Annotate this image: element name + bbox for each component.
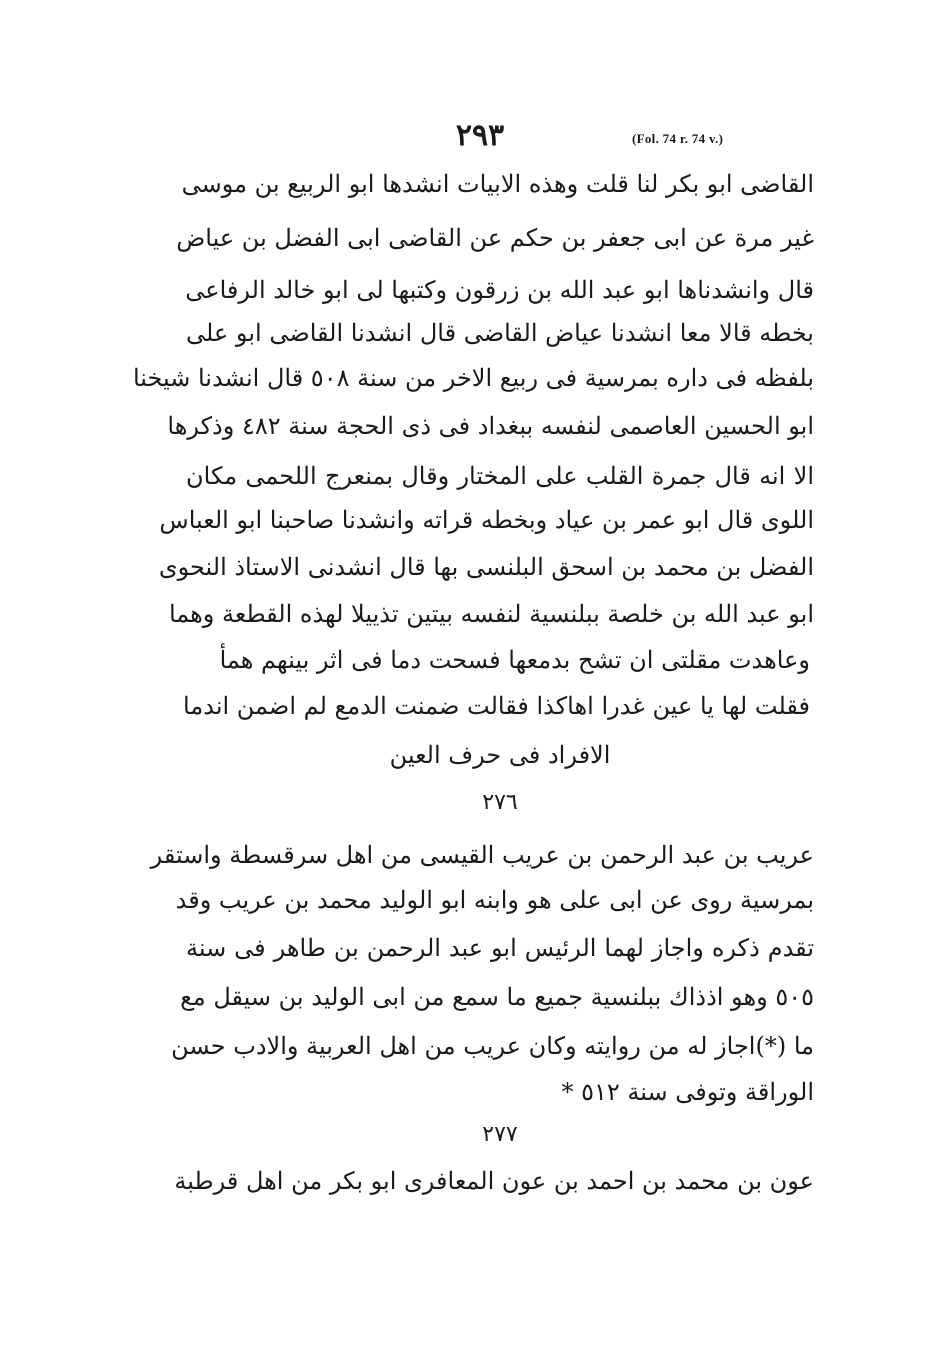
text-line: بمرسية روى عن ابى على هو وابنه ابو الوليد محمد بن عريب وقد (175, 886, 814, 914)
folio-reference: (Fol. 74 r. 74 v.) (632, 131, 724, 146)
text-line: الوراقة وتوفى سنة ٥١٢ * (561, 1078, 814, 1106)
verse-line: وعاهدت مقلتى ان تشح بدمعها فسحت دما فى اثر بينهم همأ (219, 646, 810, 674)
text-line: ٥٠٥ وهو اذذاك ببلنسية جميع ما سمع من ابى الوليد بن سيقل مع (180, 983, 814, 1011)
text-line: غير مرة عن ابى جعفر بن حكم عن القاضى ابى الفضل بن عياض (176, 224, 814, 252)
text-line: عون بن محمد بن احمد بن عون المعافرى ابو بكر من اهل قرطبة (174, 1167, 814, 1195)
text-line: الا انه قال جمرة القلب على المختار وقال بمنعرج اللحمى مكان (186, 462, 814, 490)
text-line: الفضل بن محمد بن اسحق البلنسى بها قال انشدنى الاستاذ النحوى (158, 553, 814, 581)
text-line: اللوى قال ابو عمر بن عياد وبخطه قراته وانشدنا صاحبنا ابو العباس (159, 506, 814, 534)
text-line: عريب بن عبد الرحمن بن عريب القيسى من اهل سرقسطة واستقر (150, 841, 814, 869)
text-line: تقدم ذكره واجاز لهما الرئيس ابو عبد الرحمن بن طاهر فى سنة (186, 934, 814, 962)
page-number: ٢٩٣ (455, 118, 505, 153)
text-line: بلفظه فى داره بمرسية فى ربيع الاخر من سنة ٥٠٨ قال انشدنا شيخنا (132, 364, 814, 392)
text-line: بخطه قالا معا انشدنا عياض القاضى قال انشدنا القاضى ابو على (186, 319, 814, 347)
entry-number: ٢٧٦ (482, 790, 518, 815)
entry-number: ٢٧٧ (482, 1122, 518, 1147)
text-line: ابو عبد الله بن خلصة ببلنسية لنفسه بيتين تذييلا لهذه القطعة وهما (168, 600, 814, 628)
text-line: قال وانشدناها ابو عبد الله بن زرقون وكتبها لى ابو خالد الرفاعى (185, 276, 814, 304)
text-line: ابو الحسين العاصمى لنفسه ببغداد فى ذى الحجة سنة ٤٨٢ وذكرها (167, 412, 814, 440)
text-line: ما (*)اجاز له من روايته وكان عريب من اهل العربية والادب حسن (171, 1032, 814, 1060)
verse-line: فقلت لها يا عين غدرا اهاكذا فقالت ضمنت الدمع لم اضمن اندما (183, 692, 810, 720)
text-line: القاضى ابو بكر لنا قلت وهذه الابيات انشدها ابو الربيع بن موسى (181, 170, 814, 198)
section-heading: الافراد فى حرف العين (389, 741, 611, 769)
